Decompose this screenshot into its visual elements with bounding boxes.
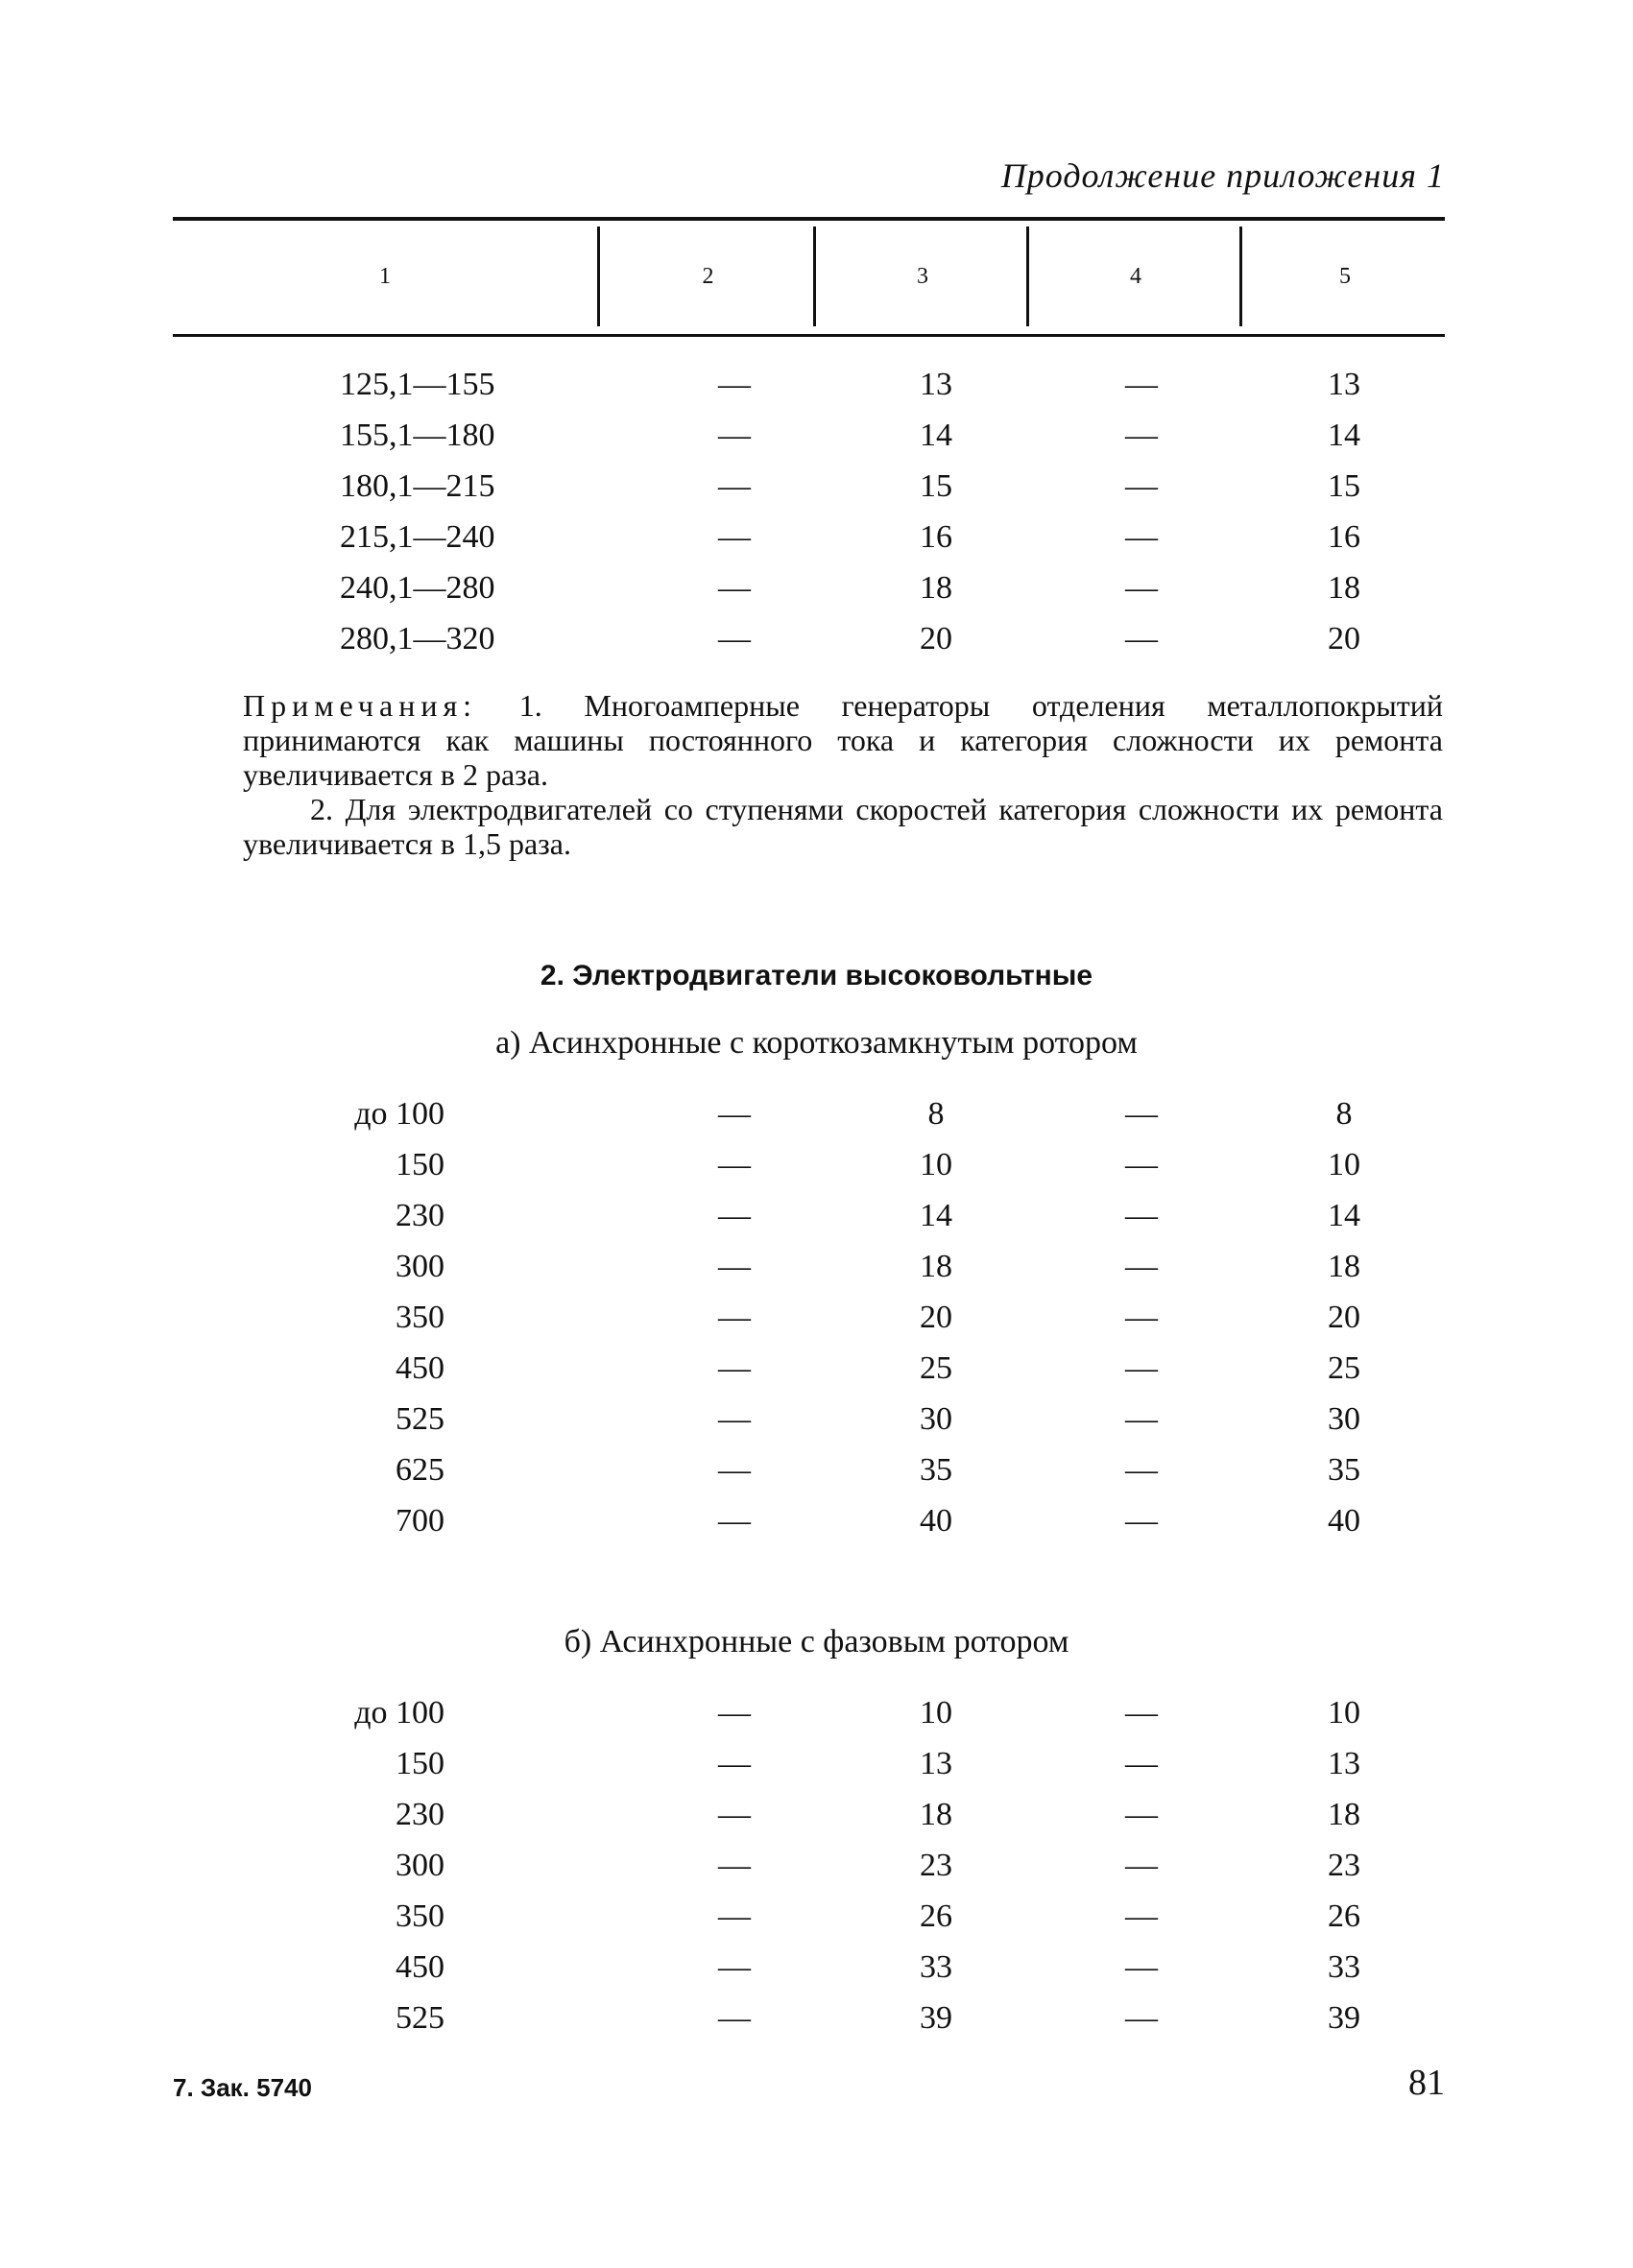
value-cell: 15 (1328, 468, 1360, 504)
dash-cell: — (718, 1695, 751, 1731)
value-cell: 18 (920, 570, 952, 606)
table-row (0, 410, 1633, 461)
dash-cell: — (1125, 468, 1158, 504)
power-cell: 300 (396, 1249, 444, 1284)
table-b-body (0, 1687, 1633, 2043)
value-cell: 23 (1328, 1848, 1360, 1883)
table1-body (0, 359, 1633, 664)
power-cell: 230 (396, 1797, 444, 1832)
dash-cell: — (718, 1949, 751, 1985)
value-cell: 14 (1328, 418, 1360, 453)
value-cell: 20 (920, 621, 952, 657)
value-cell: 30 (920, 1401, 952, 1437)
value-cell: 25 (920, 1350, 952, 1386)
value-cell: 30 (1328, 1401, 1360, 1437)
note-1-text: 1. Многоамперные генераторы отделения металлопокрытий принимаются как машины постоянного тока и категория сложности их ремонта увеличивается в 2 раза. (243, 688, 1444, 792)
dash-cell: — (718, 1147, 751, 1182)
dash-cell: — (718, 519, 751, 555)
table-row (0, 1942, 1633, 1993)
value-cell: 35 (920, 1452, 952, 1488)
power-cell: 350 (396, 1898, 444, 1934)
table-header (173, 217, 1445, 337)
notes-block (243, 688, 1443, 861)
value-cell: 18 (1328, 570, 1360, 606)
value-cell: 14 (920, 1198, 952, 1233)
value-cell: 20 (920, 1300, 952, 1335)
value-cell: 14 (1328, 1198, 1360, 1233)
power-cell: 525 (396, 1401, 444, 1437)
table-row (0, 359, 1633, 410)
table-row (0, 1292, 1633, 1343)
power-cell: 450 (396, 1350, 444, 1386)
table-row (0, 1394, 1633, 1444)
table-row (0, 1687, 1633, 1738)
table-row (0, 613, 1633, 664)
range-cell: 240,1—280 (340, 570, 495, 606)
power-cell: 700 (396, 1503, 444, 1539)
continuation-header: Продолжение приложения 1 (1000, 156, 1445, 195)
order-number: 7. Зак. 5740 (173, 2073, 312, 2102)
table-row (0, 461, 1633, 512)
dash-cell: — (718, 367, 751, 402)
dash-cell: — (718, 1401, 751, 1437)
note-2: 2. Для электродвигателей со ступенями скоростей категория сложности их ремонта увеличивается в 1,5 раза. (243, 792, 1443, 861)
dash-cell: — (1125, 1249, 1158, 1284)
power-cell: 525 (396, 2000, 444, 2036)
value-cell: 33 (920, 1949, 952, 1985)
value-cell: 13 (1328, 1746, 1360, 1781)
value-cell: 16 (1328, 519, 1360, 555)
notes-label: Примечания: (243, 688, 478, 723)
range-cell: 155,1—180 (340, 418, 495, 453)
power-cell: 300 (396, 1848, 444, 1883)
table-row (0, 1891, 1633, 1942)
value-cell: 13 (1328, 367, 1360, 402)
value-cell: 18 (920, 1797, 952, 1832)
dash-cell: — (718, 621, 751, 657)
dash-cell: — (718, 1848, 751, 1883)
table-a-body (0, 1088, 1633, 1546)
column-header-1: 1 (379, 263, 391, 289)
dash-cell: — (718, 570, 751, 606)
dash-cell: — (1125, 1848, 1158, 1883)
power-cell: 150 (396, 1746, 444, 1781)
table-row (0, 1241, 1633, 1292)
value-cell: 39 (1328, 2000, 1360, 2036)
dash-cell: — (1125, 570, 1158, 606)
value-cell: 33 (1328, 1949, 1360, 1985)
dash-cell: — (718, 1898, 751, 1934)
dash-cell: — (1125, 367, 1158, 402)
value-cell: 10 (1328, 1147, 1360, 1182)
dash-cell: — (718, 1198, 751, 1233)
dash-cell: — (1125, 1096, 1158, 1132)
dash-cell: — (1125, 519, 1158, 555)
dash-cell: — (718, 1350, 751, 1386)
power-cell: 150 (396, 1147, 444, 1182)
power-cell: 230 (396, 1198, 444, 1233)
value-cell: 10 (1328, 1695, 1360, 1731)
value-cell: 8 (1335, 1096, 1353, 1132)
power-cell: 350 (396, 1300, 444, 1335)
table-row (0, 1088, 1633, 1139)
power-cell: до 100 (354, 1096, 444, 1132)
dash-cell: — (1125, 1949, 1158, 1985)
subsection-a-title: а) Асинхронные с короткозамкнутым ротором (495, 1025, 1138, 1061)
dash-cell: — (718, 1746, 751, 1781)
column-header-2: 2 (597, 227, 816, 326)
value-cell: 14 (920, 418, 952, 453)
dash-cell: — (1125, 1452, 1158, 1488)
dash-cell: — (1125, 1898, 1158, 1934)
dash-cell: — (1125, 2000, 1158, 2036)
dash-cell: — (718, 418, 751, 453)
dash-cell: — (1125, 1401, 1158, 1437)
value-cell: 16 (920, 519, 952, 555)
dash-cell: — (718, 468, 751, 504)
dash-cell: — (718, 1797, 751, 1832)
value-cell: 39 (920, 2000, 952, 2036)
value-cell: 40 (920, 1503, 952, 1539)
value-cell: 35 (1328, 1452, 1360, 1488)
value-cell: 18 (1328, 1249, 1360, 1284)
column-header-3: 3 (813, 227, 1029, 326)
dash-cell: — (1125, 1198, 1158, 1233)
dash-cell: — (1125, 1350, 1158, 1386)
page-number: 81 (1408, 2063, 1445, 2103)
table-row (0, 1343, 1633, 1394)
dash-cell: — (1125, 1695, 1158, 1731)
dash-cell: — (1125, 1147, 1158, 1182)
dash-cell: — (718, 1452, 751, 1488)
column-header-5: 5 (1239, 227, 1448, 326)
subsection-b-title: б) Асинхронные с фазовым ротором (564, 1624, 1069, 1659)
table-row (0, 1840, 1633, 1891)
note-1 (243, 688, 1443, 792)
table-row (0, 1139, 1633, 1190)
dash-cell: — (718, 2000, 751, 2036)
value-cell: 8 (927, 1096, 945, 1132)
value-cell: 13 (920, 1746, 952, 1781)
power-cell: 450 (396, 1949, 444, 1985)
table-row (0, 1190, 1633, 1241)
value-cell: 23 (920, 1848, 952, 1883)
table-row (0, 1495, 1633, 1546)
value-cell: 13 (920, 367, 952, 402)
table-row (0, 1444, 1633, 1495)
dash-cell: — (1125, 1300, 1158, 1335)
value-cell: 15 (920, 468, 952, 504)
value-cell: 10 (920, 1695, 952, 1731)
section-title: 2. Электродвигатели высоковольтные (540, 960, 1093, 991)
table-row (0, 562, 1633, 613)
dash-cell: — (718, 1503, 751, 1539)
dash-cell: — (1125, 1503, 1158, 1539)
value-cell: 40 (1328, 1503, 1360, 1539)
dash-cell: — (1125, 1797, 1158, 1832)
dash-cell: — (1125, 418, 1158, 453)
table-row (0, 1993, 1633, 2043)
dash-cell: — (1125, 1746, 1158, 1781)
table-row (0, 512, 1633, 562)
value-cell: 20 (1328, 1300, 1360, 1335)
range-cell: 125,1—155 (340, 367, 495, 402)
range-cell: 180,1—215 (340, 468, 495, 504)
value-cell: 10 (920, 1147, 952, 1182)
value-cell: 20 (1328, 621, 1360, 657)
table-row (0, 1738, 1633, 1789)
power-cell: до 100 (354, 1695, 444, 1731)
column-header-4: 4 (1026, 227, 1242, 326)
range-cell: 280,1—320 (340, 621, 495, 657)
dash-cell: — (1125, 621, 1158, 657)
dash-cell: — (718, 1249, 751, 1284)
value-cell: 26 (920, 1898, 952, 1934)
dash-cell: — (718, 1300, 751, 1335)
value-cell: 18 (920, 1249, 952, 1284)
value-cell: 26 (1328, 1898, 1360, 1934)
power-cell: 625 (396, 1452, 444, 1488)
value-cell: 18 (1328, 1797, 1360, 1832)
value-cell: 25 (1328, 1350, 1360, 1386)
range-cell: 215,1—240 (340, 519, 495, 555)
dash-cell: — (718, 1096, 751, 1132)
table-row (0, 1789, 1633, 1840)
